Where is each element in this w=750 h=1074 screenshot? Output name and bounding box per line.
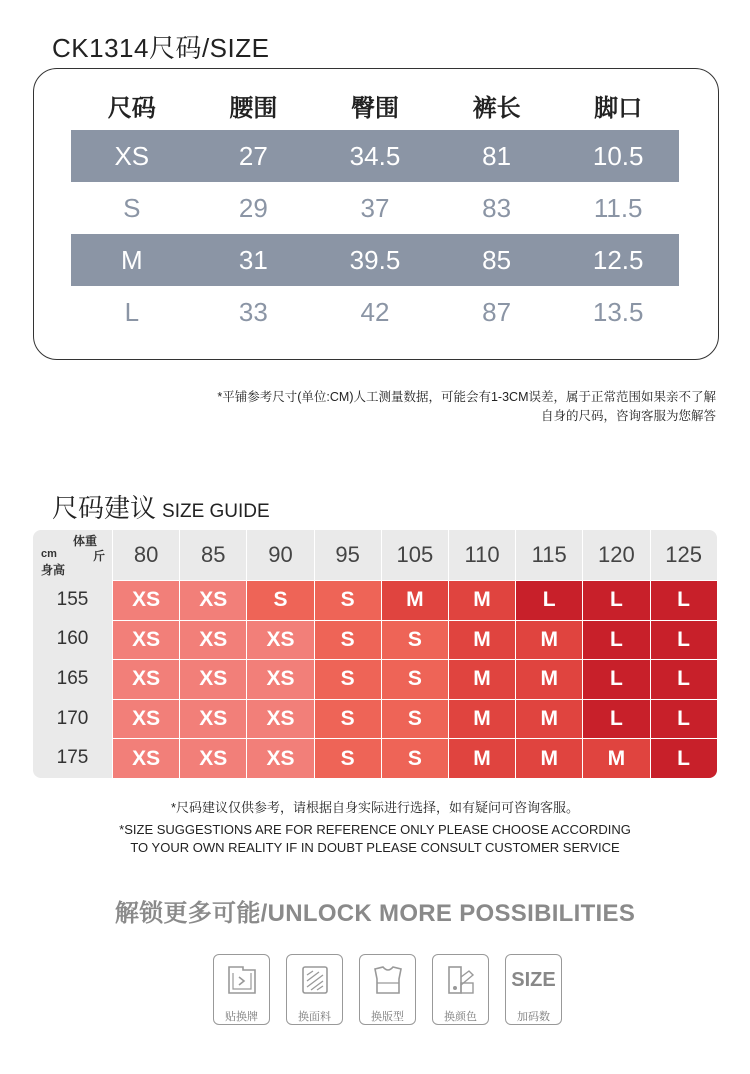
size-icon — [511, 960, 556, 1000]
size-recommendation-cell: XS — [179, 738, 246, 778]
size-recommendation-cell: M — [448, 620, 515, 660]
size-guide-note-en: TO YOUR OWN REALITY IF IN DOUBT PLEASE CONSULT CUSTOMER SERVICE — [130, 840, 620, 855]
table-cell: 13.5 — [592, 296, 644, 327]
size-recommendation-cell: M — [515, 659, 582, 699]
size-recommendation-cell: XS — [179, 580, 246, 620]
height-cell: 155 — [56, 588, 89, 610]
weight-header-cell: 120 — [582, 530, 649, 580]
table-cell: 31 — [238, 244, 268, 275]
color-swap-icon — [441, 960, 481, 1000]
height-cell: 170 — [56, 707, 89, 729]
size-recommendation-cell: XS — [246, 699, 313, 739]
size-recommendation-cell: L — [650, 580, 717, 620]
size-guide-row — [33, 738, 717, 778]
table-cell: 42 — [360, 296, 390, 327]
size-recommendation-cell: M — [515, 620, 582, 660]
header-cell: 裤长 — [472, 94, 521, 122]
size-recommendation-cell: L — [650, 699, 717, 739]
pattern-swap-icon — [368, 960, 408, 1000]
height-label: 身高 — [41, 563, 66, 577]
size-recommendation-cell: L — [582, 699, 649, 739]
icon-label: 加码数 — [517, 1011, 550, 1023]
size-recommendation-cell: L — [582, 580, 649, 620]
weight-header-cell: 125 — [650, 530, 717, 580]
table-cell: 12.5 — [592, 244, 644, 275]
grid-corner-label — [33, 530, 112, 580]
measurement-note-line: *平铺参考尺寸(单位:CM)人工测量数据，可能会有1-3CM误差，属于正常范围如果亲不了解 — [217, 390, 716, 404]
table-cell: XS — [114, 140, 150, 171]
size-recommendation-cell: S — [381, 620, 448, 660]
weight-header-cell: 95 — [314, 530, 381, 580]
size-recommendation-cell: XS — [246, 659, 313, 699]
size-icon-text: SIZE — [511, 968, 556, 991]
weight-header-cell: 90 — [246, 530, 313, 580]
icon-label: 贴换牌 — [225, 1011, 258, 1023]
size-guide-note-cn: *尺码建议仅供参考，请根据自身实际进行选择，如有疑问可咨询客服。 — [170, 800, 580, 815]
size-recommendation-cell: XS — [179, 620, 246, 660]
size-recommendation-cell: S — [314, 699, 381, 739]
fabric-swap-card — [286, 954, 343, 1025]
header-cell: 尺码 — [107, 94, 156, 122]
size-recommendation-cell: M — [448, 659, 515, 699]
size-recommendation-cell: M — [582, 738, 649, 778]
size-guide-title — [52, 488, 270, 525]
size-recommendation-cell: M — [381, 580, 448, 620]
size-recommendation-cell: XS — [246, 620, 313, 660]
table-row — [71, 234, 679, 286]
size-guide-row — [33, 659, 717, 699]
table-cell: 10.5 — [592, 140, 644, 171]
size-guide-title-cn: 尺码建议 — [52, 493, 157, 523]
size-recommendation-cell: M — [448, 699, 515, 739]
size-recommendation-cell: S — [314, 738, 381, 778]
unlock-title: 解锁更多可能/UNLOCK MORE POSSIBILITIES — [114, 900, 636, 927]
size-add-card — [505, 954, 562, 1025]
size-recommendation-cell: S — [314, 659, 381, 699]
header-cell: 臀围 — [350, 94, 399, 122]
table-cell: 33 — [238, 296, 268, 327]
size-guide-note-en: *SIZE SUGGESTIONS ARE FOR REFERENCE ONLY PLEASE CHOOSE ACCORDING — [119, 822, 631, 837]
size-guide-row — [33, 699, 717, 739]
weight-header-cell: 110 — [448, 530, 515, 580]
table-row — [71, 182, 679, 234]
size-recommendation-cell: M — [448, 738, 515, 778]
weight-unit-label: 斤 — [93, 549, 106, 563]
table-cell: 37 — [360, 192, 390, 223]
size-guide-title-en: SIZE GUIDE — [162, 501, 270, 522]
service-icons — [213, 954, 562, 1025]
weight-header-cell: 80 — [112, 530, 179, 580]
weight-header-cell: 115 — [515, 530, 582, 580]
size-recommendation-cell: M — [515, 699, 582, 739]
table-row — [71, 286, 679, 338]
label-swap-icon — [222, 960, 262, 1000]
height-unit-label: cm — [41, 548, 57, 560]
size-chart-title: CK1314尺码/SIZE — [52, 33, 270, 63]
weight-header-cell: 105 — [381, 530, 448, 580]
table-row — [71, 130, 679, 182]
size-guide-row — [33, 620, 717, 660]
size-recommendation-cell: L — [650, 659, 717, 699]
size-recommendation-cell: XS — [112, 580, 179, 620]
size-chart-table — [71, 80, 679, 338]
header-cell: 腰围 — [229, 94, 278, 122]
size-chart-header-row — [71, 80, 679, 130]
table-cell: 39.5 — [349, 244, 401, 275]
icon-label: 换面料 — [298, 1011, 331, 1023]
table-cell: 34.5 — [349, 140, 401, 171]
size-recommendation-cell: L — [650, 620, 717, 660]
size-recommendation-cell: S — [381, 659, 448, 699]
size-recommendation-cell: L — [650, 738, 717, 778]
size-recommendation-cell: S — [381, 699, 448, 739]
icon-label: 换颜色 — [444, 1011, 477, 1023]
size-recommendation-cell: XS — [112, 659, 179, 699]
table-cell: S — [123, 192, 141, 223]
height-cell: 165 — [56, 667, 89, 689]
size-recommendation-cell: M — [515, 738, 582, 778]
height-cell: 175 — [56, 747, 89, 769]
measurement-note-line: 自身的尺码，咨询客服为您解答 — [540, 409, 716, 423]
size-recommendation-cell: XS — [179, 659, 246, 699]
fabric-swap-icon — [295, 960, 335, 1000]
icon-label: 换版型 — [371, 1011, 404, 1023]
measurement-note — [217, 388, 716, 426]
size-recommendation-cell: L — [582, 620, 649, 660]
table-cell: 81 — [482, 140, 512, 171]
size-recommendation-cell: XS — [112, 699, 179, 739]
size-recommendation-cell: M — [448, 580, 515, 620]
color-swap-card — [432, 954, 489, 1025]
table-cell: 85 — [482, 244, 512, 275]
table-cell: 27 — [238, 140, 268, 171]
size-recommendation-cell: XS — [246, 738, 313, 778]
table-cell: 11.5 — [593, 192, 643, 223]
size-guide-row — [33, 580, 717, 620]
size-recommendation-cell: L — [515, 580, 582, 620]
table-cell: 87 — [482, 296, 512, 327]
pattern-swap-card — [359, 954, 416, 1025]
size-recommendation-cell: S — [314, 580, 381, 620]
size-recommendation-cell: L — [582, 659, 649, 699]
table-cell: 83 — [482, 192, 512, 223]
size-recommendation-cell: XS — [112, 620, 179, 660]
label-swap-card — [213, 954, 270, 1025]
size-guide-grid — [33, 530, 717, 778]
header-cell: 脚口 — [594, 94, 643, 122]
table-cell: L — [124, 296, 140, 327]
table-cell: M — [120, 244, 143, 275]
size-recommendation-cell: S — [314, 620, 381, 660]
size-recommendation-cell: XS — [179, 699, 246, 739]
size-recommendation-cell: XS — [112, 738, 179, 778]
size-guide-header-row — [33, 530, 717, 580]
size-recommendation-cell: S — [246, 580, 313, 620]
weight-header-cell: 85 — [179, 530, 246, 580]
size-recommendation-cell: S — [381, 738, 448, 778]
weight-label: 体重 — [73, 534, 98, 548]
table-cell: 29 — [238, 192, 268, 223]
height-cell: 160 — [56, 628, 89, 650]
